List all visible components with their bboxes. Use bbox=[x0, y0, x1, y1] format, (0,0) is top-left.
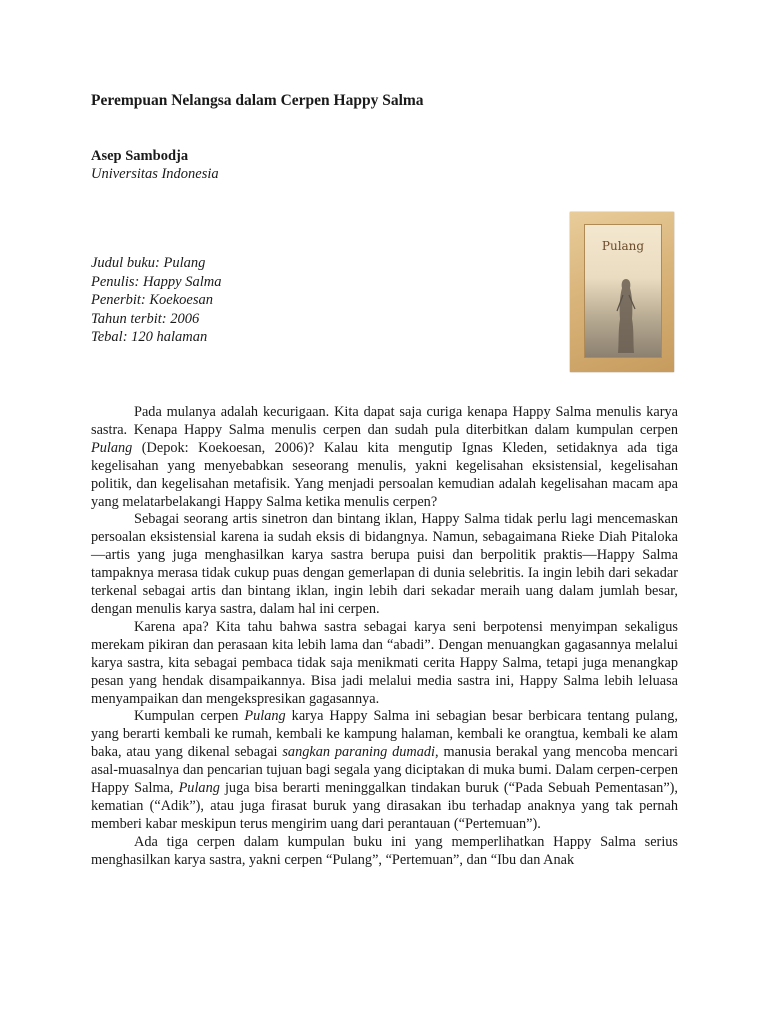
paragraph-text: Pada mulanya adalah kecurigaan. Kita dapat saja curiga kenapa Happy Salma menulis karya sastra. Kenapa Happy Salma menulis cerpen dan sudah pula diterbitkan dalam kumpulan cerpen bbox=[91, 404, 678, 438]
body-paragraph bbox=[91, 708, 678, 833]
book-title-line: Judul buku: Pulang bbox=[91, 255, 206, 271]
author-name: Asep Sambodja bbox=[91, 148, 189, 164]
italic-text: sangkan paraning dumadi bbox=[282, 744, 436, 761]
paragraph-text: Sebagai seorang artis sinetron dan bintang iklan, Happy Salma tidak perlu lagi mencemaskan persoalan eksistensial karena ia sudah eksis di bidangnya. Namun, sebagaimana Rieke Diah Pitaloka—artis yang juga menghasilkan karya sastra berupa puisi dan berpolitik praktis—Happy Salma tampaknya merasa tidak cukup puas dengan gemerlapan di dunia selebritis. Ia ingin lebih dari sekadar terkenal sebagai artis dan bintang iklan, ingin lebih dari sekadar meraih uang dalam jumlah besar, dengan menulis karya sastra, dalam hal ini cerpen. bbox=[91, 511, 678, 617]
book-publisher-line: Penerbit: Koekoesan bbox=[91, 292, 214, 308]
paragraph-text: juga bisa berarti meninggalkan tindakan buruk (“Pada Sebuah Pementasan”), kematian (“Adik”), atau juga firasat buruk yang dirasakan ibu terhadap anaknya yang tak pernah memberi kabar meskipun terus mengirim uang dari perantauan (“Pertemuan”). bbox=[91, 780, 679, 832]
book-pages-line: Tebal: 120 halaman bbox=[91, 329, 208, 345]
paragraph-text: (Depok: Koekoesan, 2006)? Kalau kita mengutip Ignas Kleden, setidaknya ada tiga kegelisahan yang menyebabkan seseorang menulis, yakni kegelisahan eksistensial, kegelisahan politik, dan kegelisahan metafisik. Yang menjadi persoalan kemudian adalah kegelisahan macam apa yang melatarbelakangi Happy Salma ketika menulis cerpen? bbox=[91, 439, 678, 510]
italic-text: Pulang bbox=[91, 439, 133, 456]
body-paragraph bbox=[91, 511, 678, 618]
cover-figure-illustration bbox=[613, 275, 639, 355]
paragraph-text: Ada tiga cerpen dalam kumpulan buku ini yang memperlihatkan Happy Salma serius menghasilkan karya sastra, yakni cerpen “Pulang”, “Pertemuan”, dan “Ibu dan Anak bbox=[91, 833, 678, 868]
body-paragraph bbox=[91, 404, 678, 511]
paragraph-text: karya Happy Salma ini sebagian besar berbicara tentang pulang, yang berarti kembali ke rumah, kembali ke kampung halaman, kembali ke orangtua, kembali ke alam baka, atau yang dikenal sebagai bbox=[91, 708, 678, 761]
paragraph-text: Karena apa? Kita tahu bahwa sastra sebagai karya seni berpotensi menyimpan sekaligus merekam pikiran dan perasaan kita lebih lama dan “abadi”. Dengan menuangkan gagasannya melalui karya sastra, kita sebagai pembaca tidak saja menikmati cerita Happy Salma, tetapi juga menangkap pesan yang hendak disampaikannya. Bisa jadi melalui media sastra ini, Happy Salma lebih leluasa menyampaikan dan mengekspresikan gagasannya. bbox=[91, 618, 678, 707]
book-author-line: Penulis: Happy Salma bbox=[91, 273, 222, 290]
book-cover-title: Pulang bbox=[601, 239, 645, 253]
italic-text: Pulang bbox=[244, 708, 286, 725]
article-body bbox=[91, 404, 678, 870]
body-paragraph bbox=[91, 619, 678, 709]
paragraph-text: Kumpulan cerpen bbox=[134, 708, 245, 725]
body-paragraph bbox=[91, 834, 678, 870]
book-cover-art bbox=[584, 224, 662, 358]
author-affiliation: Universitas Indonesia bbox=[91, 166, 219, 182]
book-info bbox=[91, 254, 221, 347]
italic-text: Pulang bbox=[178, 780, 220, 797]
article-title: Perempuan Nelangsa dalam Cerpen Happy Salma bbox=[91, 92, 424, 109]
paragraph-text: , manusia berakal yang mencoba mencari asal-muasalnya dan pencarian tujuan bagi segala yang diciptakan di muka bumi. Dalam cerpen-cerpen Happy Salma, bbox=[91, 744, 678, 797]
book-year-line: Tahun terbit: 2006 bbox=[91, 310, 200, 327]
book-cover-image bbox=[570, 212, 674, 372]
